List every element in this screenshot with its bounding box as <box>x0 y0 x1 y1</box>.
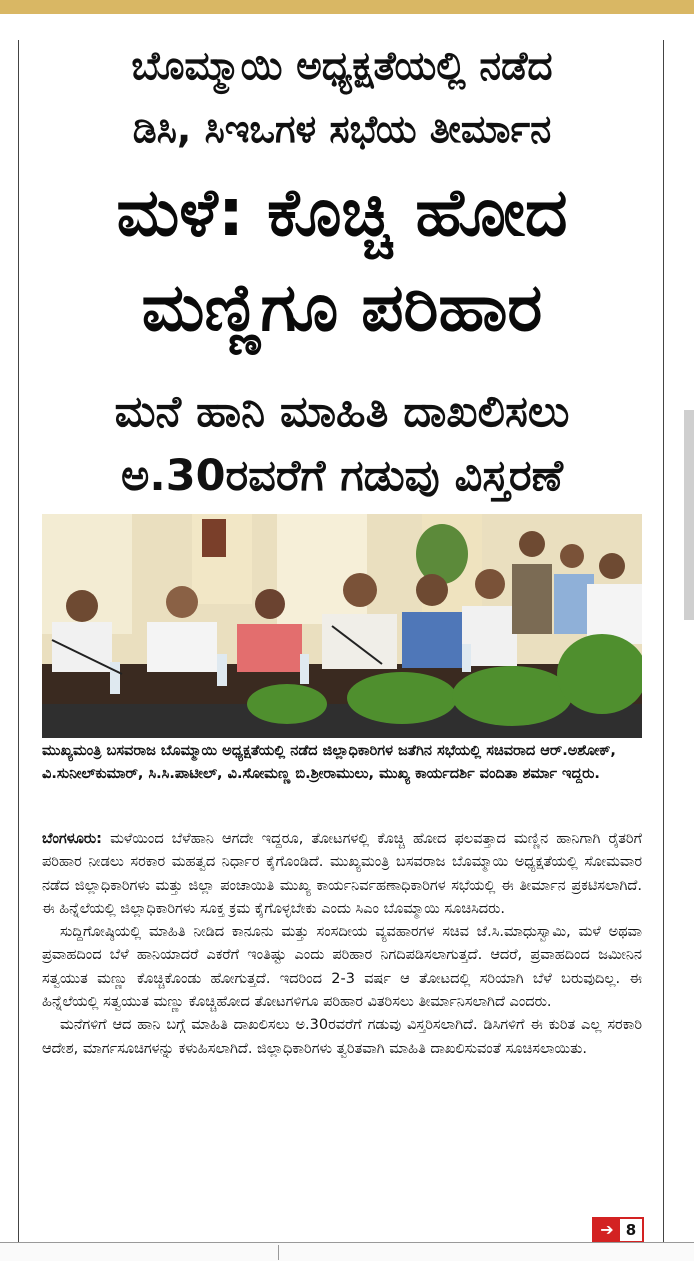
bottom-rule <box>0 1242 694 1261</box>
photo-caption: ಮುಖ್ಯಮಂತ್ರಿ ಬಸವರಾಜ ಬೊಮ್ಮಾಯಿ ಅಧ್ಯಕ್ಷತೆಯಲ್ಲಿ ನಡೆದ ಜಿಲ್ಲಾಧಿಕಾರಿಗಳ ಜತೆಗಿನ ಸಭೆಯಲ್ಲಿ ಸಚಿವರಾದ ಆರ್.ಅಶೋಕ್, ವಿ.ಸುನೀಲ್‌ಕುಮಾರ್, ಸಿ.ಸಿ.ಪಾಟೀಲ್, ವಿ.ಸೋಮಣ್ಣ ಬಿ.ಶ್ರೀರಾಮುಲು, ಮುಖ್ಯ ಕಾರ್ಯದರ್ಶಿ ವಂದಿತಾ ಶರ್ಮಾ ಇದ್ದರು. <box>42 743 616 782</box>
column-rule-left <box>18 40 19 1242</box>
article-paragraph-1 <box>42 828 642 921</box>
subheadline-line-1: ಮನೆ ಹಾನಿ ಮಾಹಿತಿ ದಾಖಲಿಸಲು <box>114 387 570 437</box>
column-rule-right <box>663 40 664 1242</box>
headline-line-1: ಮಳೆ: ಕೊಚ್ಚಿ ಹೋದ <box>116 174 568 251</box>
kicker-line-1: ಬೊಮ್ಮಾಯಿ ಅಧ್ಯಕ್ಷತೆಯಲ್ಲಿ ನಡೆದ <box>131 44 553 89</box>
dateline: ಬೆಂಗಳೂರು: <box>42 831 102 847</box>
article-body <box>42 828 642 1061</box>
page-number: 8 <box>625 1221 637 1239</box>
arrow-right-icon: ➔ <box>594 1219 620 1241</box>
top-color-strip <box>0 0 694 14</box>
article-paragraph-2: ಸುದ್ದಿಗೋಷ್ಠಿಯಲ್ಲಿ ಮಾಹಿತಿ ನೀಡಿದ ಕಾನೂನು ಮತ್ತು ಸಂಸದೀಯ ವ್ಯವಹಾರಗಳ ಸಚಿವ ಜೆ.ಸಿ.ಮಾಧುಸ್ವಾಮಿ, ಮಳೆ ಅಥವಾ ಪ್ರವಾಹದಿಂದ ಬೆಳೆ ಹಾನಿಯಾದರೆ ಎಕರೆಗೆ ಇಂತಿಷ್ಟು ಎಂದು ಪರಿಹಾರ ನಿಗದಿಪಡಿಸಲಾಗುತ್ತದೆ. ಆದರೆ, ಪ್ರವಾಹದಿಂದ ಜಮೀನಿನ ಸತ್ವಯುತ ಮಣ್ಣು ಕೊಚ್ಚಿಕೊಂಡು ಹೋಗುತ್ತದೆ. ಇದರಿಂದ 2-3 ವರ್ಷ ಆ ತೋಟದಲ್ಲಿ ಸರಿಯಾಗಿ ಬೆಳೆ ಬರುವುದಿಲ್ಲ. ಈ ಹಿನ್ನೆಲೆಯಲ್ಲಿ ಸತ್ವಯುತ ಮಣ್ಣು ಕೊಚ್ಚಿಹೋದ ತೋಟಗಳಿಗೂ ಪರಿಹಾರ ವಿತರಿಸಲು ತೀರ್ಮಾನಿಸಲಾಗಿದೆ ಎಂದರು. <box>42 924 642 1011</box>
kicker-line-2: ಡಿಸಿ, ಸಿಇಒಗಳ ಸಭೆಯ ತೀರ್ಮಾನ <box>132 107 552 151</box>
bottom-rule-divider <box>278 1245 279 1260</box>
headline-line-2: ಮಣ್ಣಿಗೂ ಪರಿಹಾರ <box>141 269 543 346</box>
subheadline-line-2: ಅ.30ರವರೆಗೆ ಗಡುವು ವಿಸ್ತರಣೆ <box>121 451 563 501</box>
meeting-photo-illustration <box>42 514 642 738</box>
meeting-photo <box>42 514 642 738</box>
page-reference-badge[interactable] <box>592 1217 644 1243</box>
article-paragraph-3: ಮನೆಗಳಿಗೆ ಆದ ಹಾನಿ ಬಗ್ಗೆ ಮಾಹಿತಿ ದಾಖಲಿಸಲು ಅ.30ರವರೆಗೆ ಗಡುವು ವಿಸ್ತರಿಸಲಾಗಿದೆ. ಡಿಸಿಗಳಿಗೆ ಈ ಕುರಿತ ಎಲ್ಲ ಸರಕಾರಿ ಆದೇಶ, ಮಾರ್ಗಸೂಚಿಗಳನ್ನು ಕಳುಹಿಸಲಾಗಿದೆ. ಜಿಲ್ಲಾಧಿಕಾರಿಗಳು ತ್ವರಿತವಾಗಿ ಮಾಹಿತಿ ದಾಖಲಿಸುವಂತೆ ಸೂಚಿಸಲಾಯಿತು. <box>42 1017 642 1057</box>
scroll-edge-tab[interactable] <box>684 410 694 620</box>
article-paragraph-1-text: ಮಳೆಯಿಂದ ಬೆಳೆಹಾನಿ ಆಗದೇ ಇದ್ದರೂ, ತೋಟಗಳಲ್ಲಿ ಕೊಚ್ಚಿ ಹೋದ ಫಲವತ್ತಾದ ಮಣ್ಣಿನ ಹಾನಿಗಾಗಿ ರೈತರಿಗೆ ಪರಿಹಾರ ನೀಡಲು ಸರಕಾರ ಮಹತ್ವದ ನಿರ್ಧಾರ ಕೈಗೊಂಡಿದೆ. ಮುಖ್ಯಮಂತ್ರಿ ಬಸವರಾಜ ಬೊಮ್ಮಾಯಿ ಅಧ್ಯಕ್ಷತೆಯಲ್ಲಿ ಸೋಮವಾರ ನಡೆದ ಜಿಲ್ಲಾಧಿಕಾರಿಗಳು ಮತ್ತು ಜಿಲ್ಲಾ ಪಂಚಾಯಿತಿ ಮುಖ್ಯ ಕಾರ್ಯನಿರ್ವಹಣಾಧಿಕಾರಿಗಳ ಸಭೆಯಲ್ಲಿ ಈ ತೀರ್ಮಾನ ಪ್ರಕಟಿಸಲಾಗಿದೆ. ಈ ಹಿನ್ನೆಲೆಯಲ್ಲಿ ಜಿಲ್ಲಾಧಿಕಾರಿಗಳು ಸೂಕ್ತ ಕ್ರಮ ಕೈಗೊಳ್ಳಬೇಕು ಎಂದು ಸಿಎಂ ಬೊಮ್ಮಾಯಿ ಸೂಚಿಸಿದರು. <box>42 831 643 917</box>
